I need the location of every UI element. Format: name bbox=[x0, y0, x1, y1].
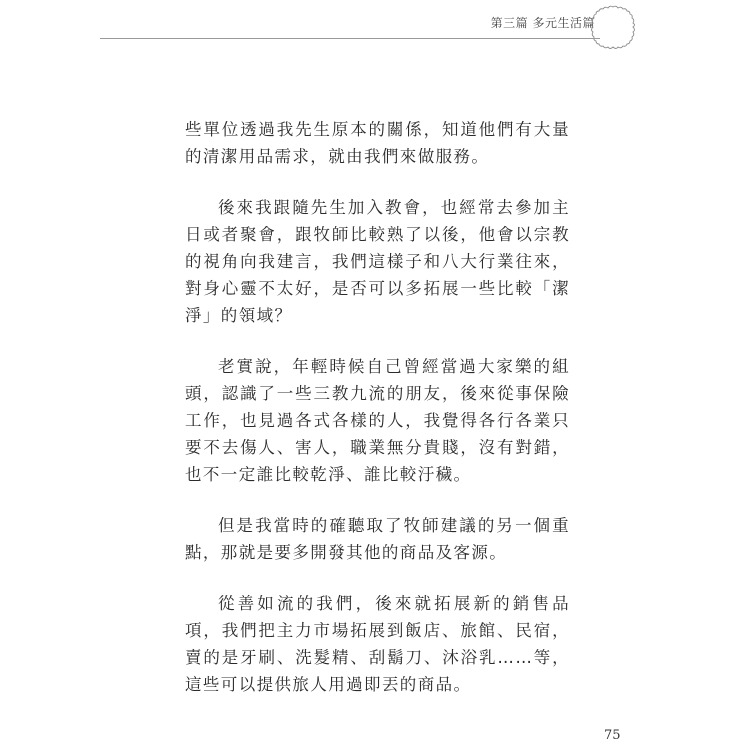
paragraph-3: 老實說，年輕時候自己曾經當過大家樂的組頭，認識了一些三教九流的朋友，後來從事保險工作，也見過各式各樣的人，我覺得各行各業只要不去傷人、害人，職業無分貴賤，沒有對錯，也不一定誰比較乾淨、誰比較汙穢。 bbox=[185, 357, 570, 484]
paragraph-4: 但是我當時的確聽取了牧師建議的另一個重點，那就是要多開發其他的商品及客源。 bbox=[185, 516, 570, 562]
paragraph-5: 從善如流的我們，後來就拓展新的銷售品項，我們把主力市場拓展到飯店、旅館、民宿，賣的是牙刷、洗髮精、刮鬍刀、沐浴乳……等，這些可以提供旅人用過即丟的商品。 bbox=[185, 594, 570, 694]
body-text bbox=[185, 116, 570, 722]
header-rule bbox=[100, 38, 600, 39]
paragraph-2: 後來我跟隨先生加入教會，也經常去參加主日或者聚會，跟牧師比較熟了以後，他會以宗教的視角向我建言，我們這樣子和八大行業往來，對身心靈不太好，是否可以多拓展一些比較「潔淨」的領域？ bbox=[185, 198, 570, 325]
page-number: 75 bbox=[604, 728, 621, 743]
scalloped-circle-ornament-icon bbox=[590, 4, 636, 50]
paragraph-1: 些單位透過我先生原本的關係，知道他們有大量的清潔用品需求，就由我們來做服務。 bbox=[185, 120, 570, 166]
running-head: 第三篇 多元生活篇 bbox=[490, 16, 595, 30]
